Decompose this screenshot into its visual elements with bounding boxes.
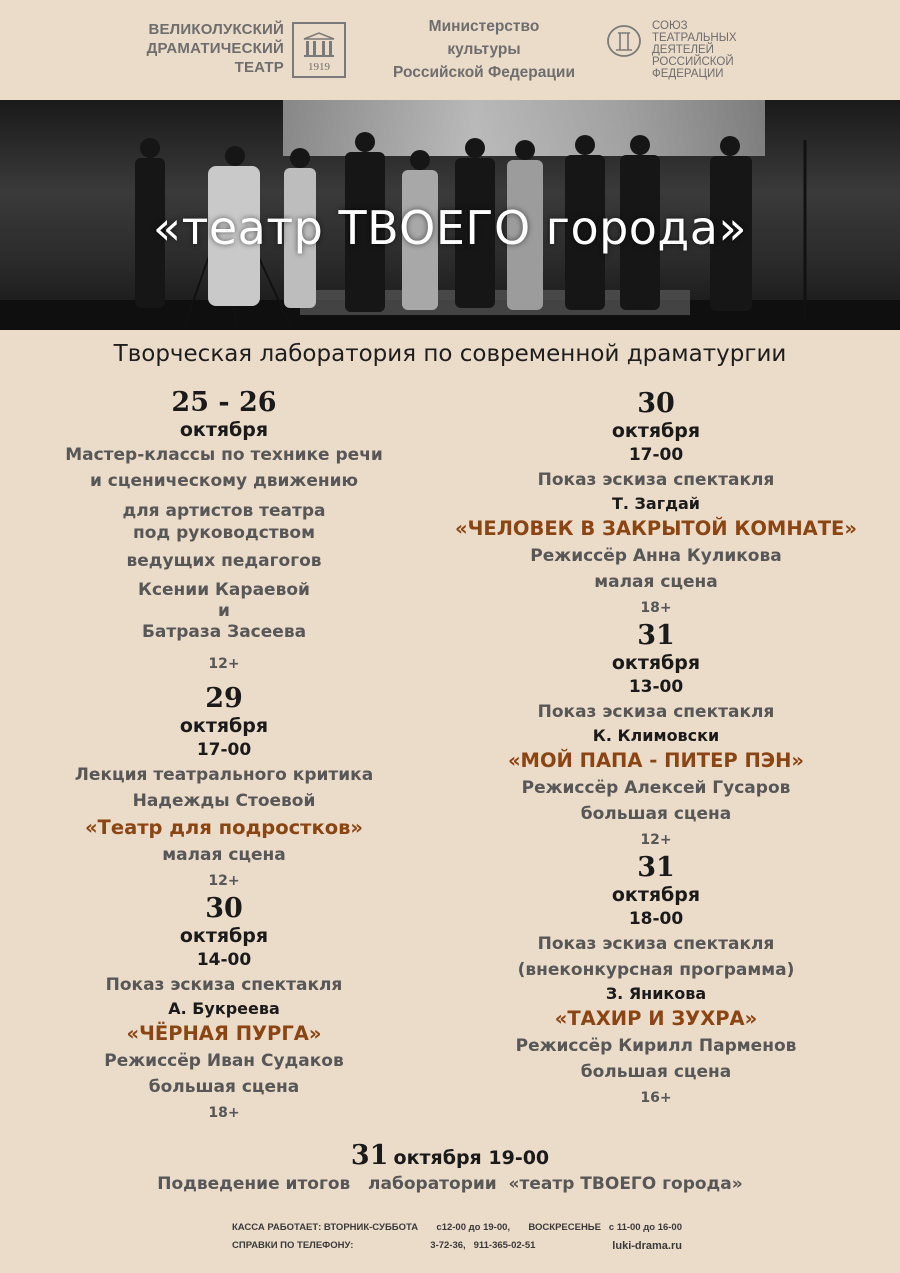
event-time: 13-00 [628, 677, 684, 697]
final-event-text: Подведение итогов лаборатории «театр ТВОЕГО города» [157, 1174, 743, 1194]
ministry-line: Российской Федерации [393, 64, 575, 81]
left-column [48, 388, 400, 1126]
event-title: «МОЙ ПАПА - ПИТЕР ПЭН» [507, 749, 805, 772]
box-office-sunday: ВОСКРЕСЕНЬЕ с 11-00 до 16-00 [528, 1222, 682, 1233]
event-text-line: и сценическому движению [89, 471, 359, 491]
event-text-line: Лекция театрального критика [74, 765, 374, 785]
event-time: 17-00 [628, 445, 684, 465]
event-month: октября [611, 884, 701, 906]
ministry-line: культуры [447, 41, 521, 58]
ministry-line: Министерство [428, 18, 540, 35]
event-kind: Показ эскиза спектакля [105, 975, 343, 995]
phone-label: СПРАВКИ ПО ТЕЛЕФОНУ: [232, 1240, 354, 1251]
union-line: СОЮЗ [652, 20, 688, 32]
event-text-line: для артистов театра [122, 501, 326, 521]
event-time: 17-00 [196, 740, 252, 760]
event-text-line: Мастер-классы по технике речи [65, 445, 383, 465]
event-author: К. Климовски [592, 726, 720, 745]
website-link[interactable]: luki-drama.ru [612, 1240, 682, 1252]
event-title: «ТАХИР И ЗУХРА» [554, 1007, 758, 1030]
phone-row [232, 1237, 682, 1255]
event-title: «Театр для подростков» [84, 816, 364, 839]
age-rating: 12+ [208, 873, 240, 889]
event-black-blizzard [48, 894, 400, 1126]
theatre-name-line: ДРАМАТИЧЕСКИЙ [146, 40, 284, 57]
theatre-name [136, 20, 284, 77]
event-month: октября [611, 652, 701, 674]
event-lecture [48, 684, 400, 894]
event-director: Режиссёр Кирилл Парменов [515, 1036, 797, 1056]
subtitle: Творческая лаборатория по современной драматургии [113, 341, 787, 367]
event-tahir-zuhra [432, 853, 880, 1111]
event-note: (внеконкурсная программа) [517, 960, 795, 980]
age-rating: 18+ [208, 1105, 240, 1121]
union-logo-icon [606, 24, 642, 58]
event-kind: Показ эскиза спектакля [537, 702, 775, 722]
theatre-logo-icon [292, 22, 346, 78]
ministry-name [378, 15, 590, 84]
union-line: ТЕАТРАЛЬНЫХ [652, 32, 737, 44]
event-time: 14-00 [196, 950, 252, 970]
banner-title: «театр ТВОЕГО города» [152, 201, 748, 255]
header [0, 0, 900, 100]
event-author: А. Букреева [168, 999, 280, 1018]
event-director: Режиссёр Анна Куликова [530, 546, 782, 566]
event-author: Т. Загдай [611, 494, 700, 513]
theatre-name-line: ВЕЛИКОЛУКСКИЙ [148, 21, 284, 38]
event-time: 18-00 [628, 909, 684, 929]
phone-numbers: 3-72-36, 911-365-02-51 [430, 1240, 536, 1251]
footer [232, 1219, 682, 1255]
final-event-date [0, 1140, 900, 1171]
age-rating: 16+ [640, 1090, 672, 1106]
box-office-weekday: с12-00 до 19-00, [436, 1222, 511, 1233]
theatre-logo-year: 1919 [308, 61, 330, 73]
event-director: Режиссёр Алексей Гусаров [521, 778, 791, 798]
stage-photo [0, 100, 900, 330]
box-office-label: КАССА РАБОТАЕТ: ВТОРНИК-СУББОТА [232, 1222, 419, 1233]
event-director: Режиссёр Иван Судаков [104, 1051, 344, 1071]
event-text-line: Ксении Караевой [138, 580, 310, 600]
right-column [432, 389, 880, 1111]
age-rating: 12+ [640, 832, 672, 848]
box-office-row [232, 1219, 682, 1237]
event-text-line: Надежды Стоевой [132, 791, 316, 811]
event-text-line: и [218, 601, 230, 621]
age-rating: 18+ [640, 600, 672, 616]
event-closed-room [432, 389, 880, 621]
event-kind: Показ эскиза спектакля [537, 470, 775, 490]
theatre-building-icon [302, 32, 336, 58]
theatre-name-line: ТЕАТР [234, 59, 284, 76]
union-name [652, 20, 762, 80]
event-date: 30 [205, 893, 243, 924]
event-title: «ЧЁРНАЯ ПУРГА» [126, 1022, 322, 1045]
union-line: ФЕДЕРАЦИИ [652, 68, 724, 80]
event-text-line: Батраза Засеева [141, 622, 307, 642]
event-month: октября [179, 419, 269, 441]
event-author: З. Яникова [605, 984, 707, 1003]
event-month: октября [179, 925, 269, 947]
event-venue: большая сцена [580, 1062, 732, 1082]
event-venue: малая сцена [594, 572, 718, 592]
event-venue: большая сцена [580, 804, 732, 824]
final-month-time: октября 19-00 [393, 1147, 550, 1169]
event-month: октября [611, 420, 701, 442]
union-line: РОССИЙСКОЙ [652, 56, 734, 68]
event-title: «ЧЕЛОВЕК В ЗАКРЫТОЙ КОМНАТЕ» [455, 517, 857, 540]
event-venue: малая сцена [162, 845, 286, 865]
event-month: октября [179, 715, 269, 737]
event-date: 31 [637, 620, 675, 651]
union-line: ДЕЯТЕЛЕЙ [652, 44, 714, 56]
age-rating: 12+ [208, 656, 240, 672]
event-date: 31 [637, 852, 675, 883]
event-date: 25 - 26 [171, 387, 277, 418]
event-text-line: ведущих педагогов [126, 551, 322, 571]
event-date: 30 [637, 388, 675, 419]
event-masterclass [48, 388, 400, 684]
event-text-line: под руководством [133, 523, 315, 543]
event-date: 29 [205, 683, 243, 714]
final-day: 31 [350, 1140, 389, 1171]
event-kind: Показ эскиза спектакля [537, 934, 775, 954]
event-peter-pan [432, 621, 880, 853]
event-venue: большая сцена [148, 1077, 300, 1097]
